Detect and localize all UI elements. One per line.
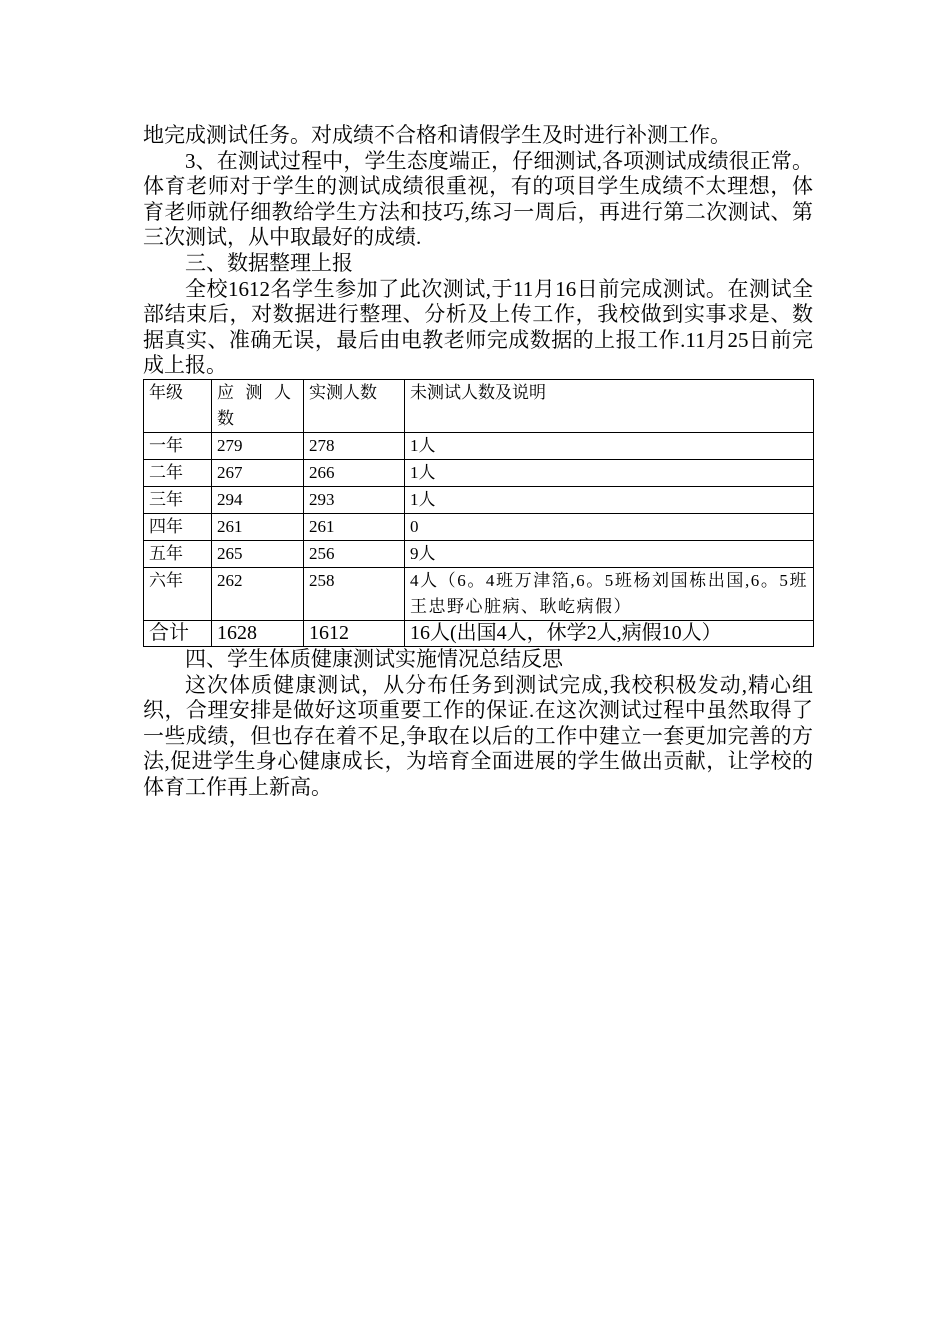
section-heading-data-report: 三、数据整理上报	[185, 250, 353, 275]
cell-grade: 二年	[144, 459, 212, 486]
test-statistics-table	[143, 379, 814, 647]
table-total-row	[144, 620, 814, 646]
header-actual-count: 实测人数	[304, 379, 405, 432]
table-header-row	[144, 379, 814, 432]
paragraph-data-report: 全校1612名学生参加了此次测试,于11月16日前完成测试。在测试全部结束后，对数据进行整理、分析及上传工作，我校做到实事求是、数据真实、准确无误，最后由电教老师完成数据的上报工作.11月25日前完成上报。	[143, 276, 813, 378]
header-expected-count: 应测人数	[212, 379, 304, 432]
cell-expected: 265	[212, 540, 304, 567]
table-row	[144, 513, 814, 540]
table-row	[144, 459, 814, 486]
table-row	[144, 567, 814, 620]
section-heading-reflection: 四、学生体质健康测试实施情况总结反思	[185, 646, 563, 671]
cell-notes: 1人	[405, 432, 814, 459]
paragraph-intro-continued: 地完成测试任务。对成绩不合格和请假学生及时进行补测工作。	[143, 123, 731, 147]
cell-total-notes: 16人(出国4人，休学2人,病假10人）	[405, 620, 814, 646]
cell-actual: 266	[304, 459, 405, 486]
document-page	[143, 123, 813, 801]
header-grade: 年级	[144, 379, 212, 432]
paragraph-item-3: 3、在测试过程中，学生态度端正，仔细测试,各项测试成绩很正常。体育老师对于学生的测试成绩很重视，有的项目学生成绩不太理想，体育老师就仔细教给学生方法和技巧,练习一周后，再进行第二次测试、第三次测试，从中取最好的成绩.	[143, 148, 813, 250]
cell-grade: 五年	[144, 540, 212, 567]
cell-actual: 278	[304, 432, 405, 459]
header-untested-notes: 未测试人数及说明	[405, 379, 814, 432]
table-row	[144, 540, 814, 567]
cell-notes: 1人	[405, 486, 814, 513]
cell-actual: 261	[304, 513, 405, 540]
cell-actual: 256	[304, 540, 405, 567]
table-row	[144, 486, 814, 513]
cell-expected: 261	[212, 513, 304, 540]
table-row	[144, 432, 814, 459]
cell-notes: 1人	[405, 459, 814, 486]
cell-expected: 279	[212, 432, 304, 459]
cell-grade: 一年	[144, 432, 212, 459]
cell-total-actual: 1612	[304, 620, 405, 646]
paragraph-reflection: 这次体质健康测试，从分布任务到测试完成,我校积极发动,精心组织，合理安排是做好这项重要工作的保证.在这次测试过程中虽然取得了一些成绩，但也存在着不足,争取在以后的工作中建立一套更加完善的方法,促进学生身心健康成长，为培育全面进展的学生做出贡献，让学校的体育工作再上新高。	[143, 672, 813, 799]
cell-expected: 294	[212, 486, 304, 513]
cell-expected: 262	[212, 567, 304, 620]
cell-grade: 四年	[144, 513, 212, 540]
cell-expected: 267	[212, 459, 304, 486]
cell-grade: 三年	[144, 486, 212, 513]
cell-grade: 六年	[144, 567, 212, 620]
cell-notes: 4人（6。4班万津箔,6。5班杨刘国栋出国,6。5班王忠野心脏病、耿屹病假）	[405, 567, 814, 620]
cell-total-expected: 1628	[212, 620, 304, 646]
cell-notes: 0	[405, 513, 814, 540]
cell-total-label: 合计	[144, 620, 212, 646]
cell-actual: 258	[304, 567, 405, 620]
cell-actual: 293	[304, 486, 405, 513]
cell-notes: 9人	[405, 540, 814, 567]
